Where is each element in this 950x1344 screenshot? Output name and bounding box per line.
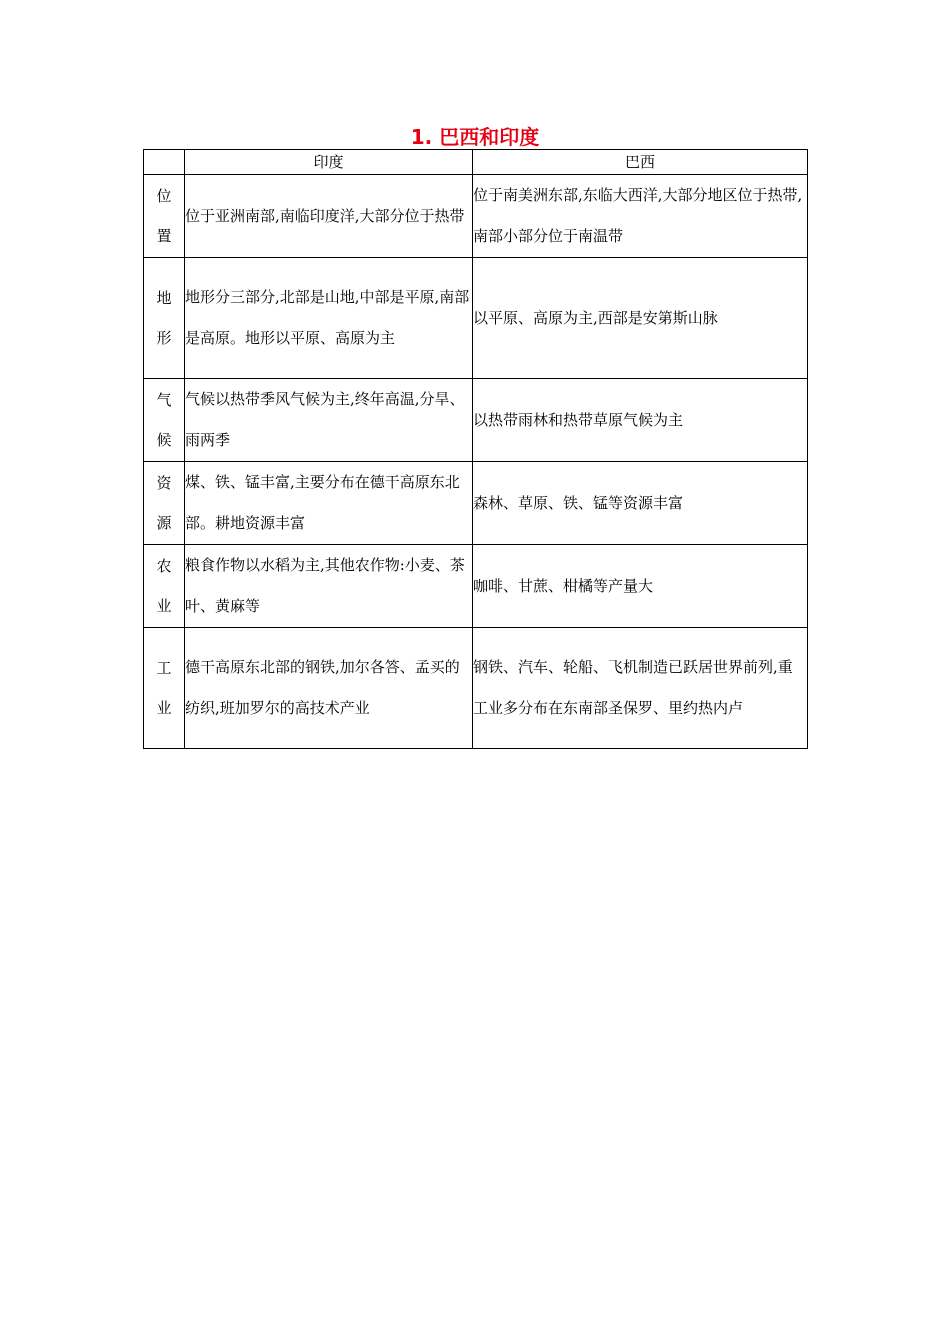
brazil-resources-cell: 森林、草原、铁、锰等资源丰富 [473,462,808,545]
row-label-char: 候 [156,431,172,449]
row-label-char: 农 [156,557,172,575]
row-label-char: 业 [156,699,172,717]
table-header-row [144,150,808,175]
row-label-char: 工 [156,659,172,677]
india-resources-cell: 煤、铁、锰丰富,主要分布在德干高原东北部。耕地资源丰富 [185,462,473,545]
header-india: 印度 [185,150,473,175]
row-label-char: 业 [156,597,172,615]
table-row-location [144,175,808,258]
brazil-agriculture-cell: 咖啡、甘蔗、柑橘等产量大 [473,545,808,628]
row-label-industry [144,628,185,749]
india-industry-cell: 德干高原东北部的钢铁,加尔各答、孟买的纺织,班加罗尔的高技术产业 [185,628,473,749]
brazil-location-cell: 位于南美洲东部,东临大西洋,大部分地区位于热带,南部小部分位于南温带 [473,175,808,258]
table-row-resources [144,462,808,545]
row-label-char: 源 [156,514,172,532]
page-title: 1. 巴西和印度 [410,125,540,149]
table-row-terrain [144,258,808,379]
row-label-agriculture [144,545,185,628]
brazil-terrain-cell: 以平原、高原为主,西部是安第斯山脉 [473,258,808,379]
india-climate-cell: 气候以热带季风气候为主,终年高温,分旱、雨两季 [185,379,473,462]
brazil-industry-cell: 钢铁、汽车、轮船、飞机制造已跃居世界前列,重工业多分布在东南部圣保罗、里约热内卢 [473,628,808,749]
row-label-char: 形 [156,329,172,347]
header-brazil: 巴西 [473,150,808,175]
india-agriculture-cell: 粮食作物以水稻为主,其他农作物:小麦、茶叶、黄麻等 [185,545,473,628]
row-label-location [144,175,185,258]
row-label-terrain [144,258,185,379]
india-location-cell: 位于亚洲南部,南临印度洋,大部分位于热带 [185,175,473,258]
comparison-table [143,149,808,749]
row-label-char: 地 [156,289,172,307]
row-label-char: 置 [156,227,172,245]
row-label-char: 位 [156,187,172,205]
row-label-char: 气 [156,391,172,409]
row-label-climate [144,379,185,462]
row-label-resources [144,462,185,545]
table-row-industry [144,628,808,749]
row-label-char: 资 [156,474,172,492]
india-terrain-cell: 地形分三部分,北部是山地,中部是平原,南部是高原。地形以平原、高原为主 [185,258,473,379]
table-row-climate [144,379,808,462]
table-row-agriculture [144,545,808,628]
header-empty-cell [144,150,185,175]
brazil-climate-cell: 以热带雨林和热带草原气候为主 [473,379,808,462]
